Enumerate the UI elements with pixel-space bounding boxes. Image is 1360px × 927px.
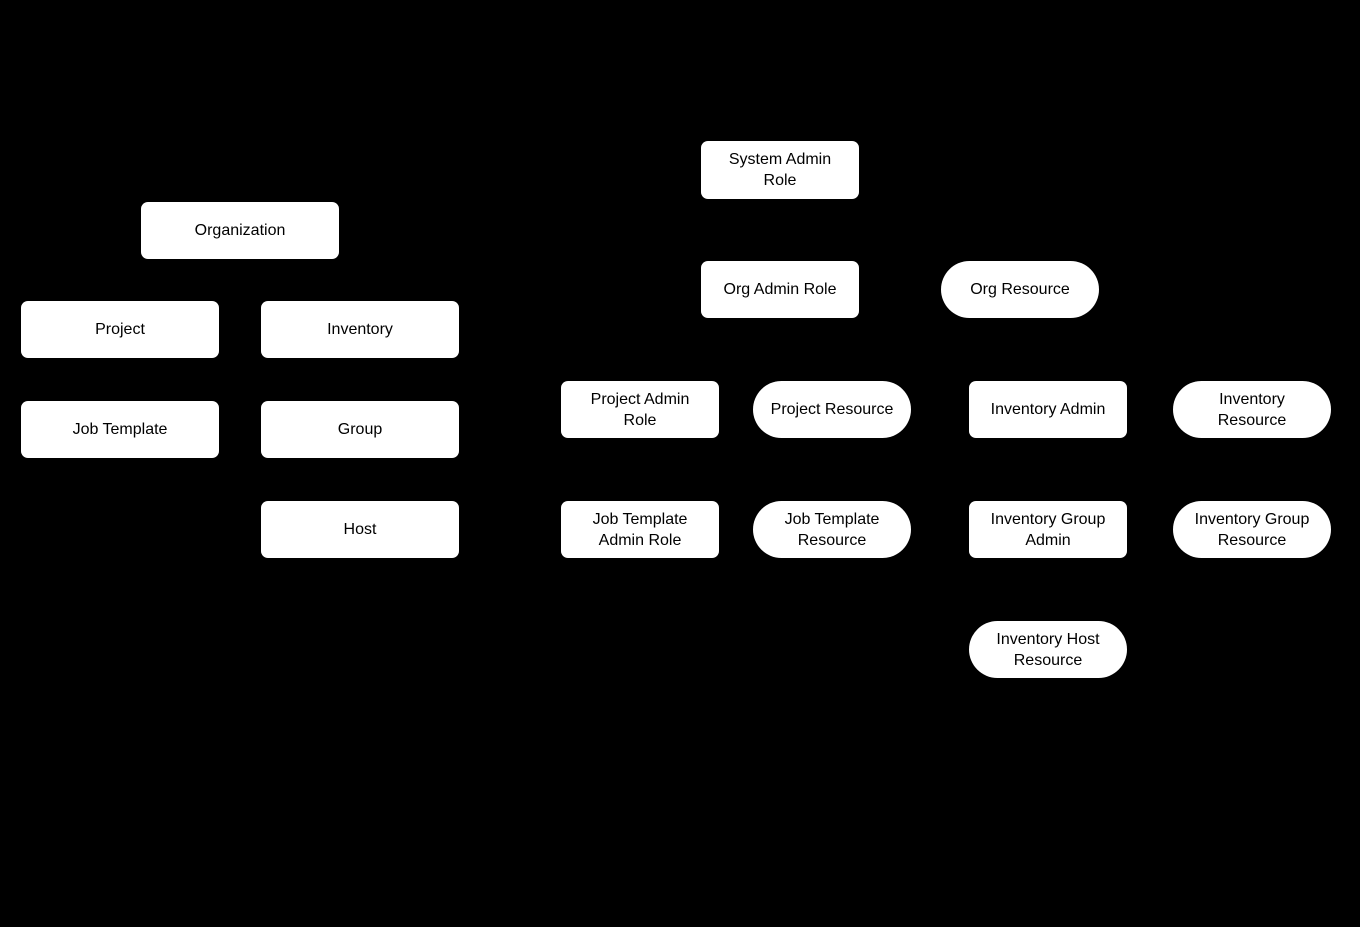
node-label: Project Resource	[770, 401, 894, 418]
node-label: Inventory Resource	[1217, 390, 1287, 429]
diagram-node-project-admin-role	[561, 381, 719, 438]
node-label: Org Admin Role	[723, 281, 837, 298]
diagram-node-project-resource	[753, 381, 911, 438]
node-label: Group	[337, 421, 383, 438]
diagram-node-inventory-resource	[1173, 381, 1331, 438]
node-label: Host	[343, 521, 377, 538]
diagram-node-system-admin-role	[701, 141, 859, 199]
diagram-node-project	[21, 301, 219, 358]
diagram-node-org-resource	[941, 261, 1099, 318]
diagram-node-inventory-group-resource	[1173, 501, 1331, 558]
node-label: Inventory Group Admin	[990, 510, 1106, 549]
node-label: Organization	[194, 222, 286, 239]
diagram-node-group	[261, 401, 459, 458]
diagram-node-job-template	[21, 401, 219, 458]
diagram-node-job-template-admin-role	[561, 501, 719, 558]
node-label: Job Template Resource	[784, 510, 880, 549]
node-label: System Admin Role	[728, 151, 832, 189]
node-label: Inventory Group Resource	[1194, 510, 1310, 549]
node-label: Inventory	[327, 321, 393, 338]
diagram-node-organization	[141, 202, 339, 259]
diagram-node-inventory-host-resource	[969, 621, 1127, 678]
diagram-node-inventory	[261, 301, 459, 358]
node-label: Project	[95, 321, 145, 338]
node-label: Job Template Admin Role	[592, 510, 688, 549]
node-label: Inventory Host Resource	[996, 630, 1100, 669]
diagram-node-inventory-admin	[969, 381, 1127, 438]
node-label: Job Template	[72, 421, 168, 438]
node-label: Inventory Admin	[990, 401, 1106, 418]
node-label: Org Resource	[970, 281, 1070, 298]
diagram-node-job-template-resource	[753, 501, 911, 558]
diagram-node-host	[261, 501, 459, 558]
node-label: Project Admin Role	[590, 390, 690, 429]
diagram-node-org-admin-role	[701, 261, 859, 318]
diagram-node-inventory-group-admin	[969, 501, 1127, 558]
